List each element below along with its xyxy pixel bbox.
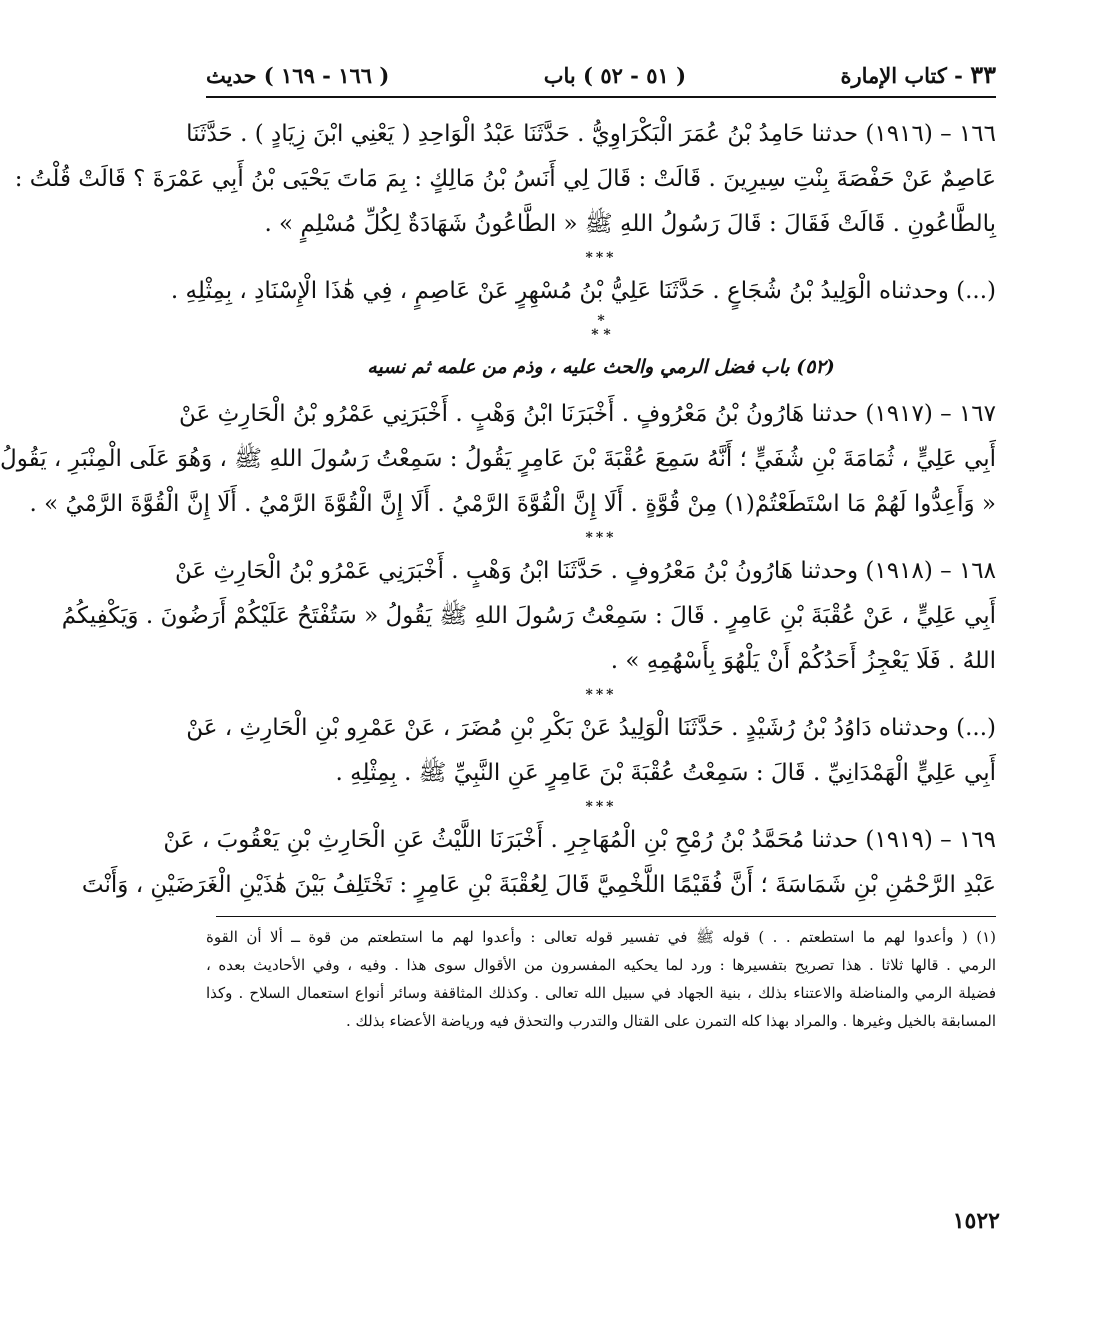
- footnote-divider: [216, 916, 996, 917]
- hadith-167: [0, 392, 996, 527]
- separator-stars: ***: [585, 799, 617, 815]
- hadith-line: (...) وحدثناه الْوَلِيدُ بْنُ شُجَاعٍ . حَدَّثَنَا عَلِيُّ بْنُ مُسْهِرٍ عَنْ عَاصِمٍ ، فِي هَٰذَا الْإِسْنَادِ ، بِمِثْلِهِ .: [170, 278, 996, 304]
- hadith-166: [14, 112, 996, 247]
- hadith-line: ١٦٨ – (١٩١٨) وحدثنا هَارُونُ بْنُ مَعْرُوفٍ . حَدَّثَنَا ابْنُ وَهْبٍ . أَخْبَرَنِي عَمْرُو بْنُ الْحَارِثِ عَنْ: [174, 558, 996, 584]
- hadith-168-alt-chain: [186, 706, 996, 796]
- hadith-line: أَبِي عَلِيٍّ الْهَمْدَانِيِّ . قَالَ : سَمِعْتُ عُقْبَةَ بْنَ عَامِرٍ عَنِ النَّبِيِّ ﷺ . بِمِثْلِهِ .: [335, 760, 996, 786]
- hadith-line: أَبِي عَلِيٍّ ، عَنْ عُقْبَةَ بْنِ عَامِرٍ . قَالَ : سَمِعْتُ رَسُولَ اللهِ ﷺ يَقُولُ « سَتُفْتَحُ عَلَيْكُمْ أَرَضُونَ . وَيَكْفِيكُمُ: [61, 603, 996, 629]
- hadith-line: عَبْدِ الرَّحْمَٰنِ بْنِ شَمَاسَةَ ؛ أَنَّ فُقَيْمًا اللَّخْمِيَّ قَالَ لِعُقْبَةَ بْنِ عَامِرٍ : تَخْتَلِفُ بَيْنَ هَٰذَيْنِ الْغَرَضَيْنِ ، وَأَنْتَ: [81, 872, 996, 898]
- footnote: [206, 923, 996, 1035]
- hadith-line: (...) وحدثناه دَاوُدُ بْنُ رُشَيْدٍ . حَدَّثَنَا الْوَلِيدُ عَنْ بَكْرِ بْنِ مُضَرَ ، عَنْ عَمْرِو بْنِ الْحَارِثِ ، عَنْ: [186, 715, 996, 741]
- footnote-line: (١) ( وأعدوا لهم ما استطعتم . . ) قوله ﷺ في تفسير قوله تعالى : وأعدوا لهم ما استطعتم من قوة ــ ألا أن القوة: [206, 928, 996, 946]
- footnote-line: فضيلة الرمي والمناضلة والاعتناء بذلك ، بنية الجهاد في سبيل الله تعالى . وكذلك المثاقفة وسائر أنواع استعمال السلاح . وكذا: [206, 984, 996, 1002]
- hadith-166-alt-chain: [170, 269, 996, 314]
- hadith-line: ١٦٩ – (١٩١٩) حدثنا مُحَمَّدُ بْنُ رُمْحِ بْنِ الْمُهَاجِرِ . أَخْبَرَنَا اللَّيْثُ عَنِ الْحَارِثِ بْنِ يَعْقُوبَ ، عَنْ: [163, 827, 996, 853]
- header-book-title: - كتاب الإمارة: [840, 63, 963, 88]
- page-number: ١٥٢٢: [952, 1208, 1000, 1234]
- footnote-line: الرمي . قالها ثلاثا . هذا تصريح بتفسيرها : ورد لما يحكيه المفسرون من الأقوال سوى هذا . وفيه ، وفي الأحاديث بعده ،: [206, 956, 996, 974]
- hadith-line: اللهُ . فَلَا يَعْجِزُ أَحَدُكُمْ أَنْ يَلْهُوَ بِأَسْهُمِهِ » .: [610, 648, 996, 674]
- header-hadith-range: ( ١٦٦ - ١٦٩ ) حديث: [206, 63, 390, 88]
- separator-stars: ***: [585, 250, 617, 266]
- separator-stars: ***: [585, 530, 617, 546]
- header-chapters: ( ٥١ - ٥٢ ) باب: [543, 63, 687, 88]
- hadith-line: عَاصِمٌ عَنْ حَفْصَةَ بِنْتِ سِيرِينَ . قَالَتْ : قَالَ لِي أَنَسُ بْنُ مَالِكٍ : بِمَ مَاتَ يَحْيَى بْنُ أَبِي عَمْرَةَ ؟ قَالَتْ قُلْتُ :: [14, 166, 996, 192]
- book-page: [0, 60, 996, 1035]
- header-book: [840, 60, 996, 89]
- hadith-line: أَبِي عَلِيٍّ ، ثُمَامَةَ بْنِ شُفَيٍّ ؛ أَنَّهُ سَمِعَ عُقْبَةَ بْنَ عَامِرٍ يَقُولُ : سَمِعْتُ رَسُولَ اللهِ ﷺ ، وَهُوَ عَلَى الْمِنْبَرِ ، يَقُولُ: [0, 446, 996, 472]
- chapter-heading: (٥٢) باب فضل الرمي والحث عليه ، وذم من علمه ثم نسيه: [367, 356, 835, 378]
- hadith-line: ١٦٧ – (١٩١٧) حدثنا هَارُونُ بْنُ مَعْرُوفٍ . أَخْبَرَنَا ابْنُ وَهْبٍ . أَخْبَرَنِي عَمْرُو بْنُ الْحَارِثِ عَنْ: [179, 401, 996, 427]
- separator-stars: * * *: [591, 313, 611, 343]
- header-chapter-number: ٣٣: [970, 60, 996, 89]
- hadith-169: [81, 818, 996, 908]
- separator-stars: ***: [585, 687, 617, 703]
- hadith-line: ١٦٦ – (١٩١٦) حدثنا حَامِدُ بْنُ عُمَرَ الْبَكْرَاوِيُّ . حَدَّثَنَا عَبْدُ الْوَاحِدِ ( يَعْنِي ابْنَ زِيَادٍ ) . حَدَّثَنَا: [186, 121, 996, 147]
- hadith-168: [61, 549, 996, 684]
- hadith-line: « وَأَعِدُّوا لَهُمْ مَا اسْتَطَعْتُمْ(١) مِنْ قُوَّةٍ . أَلَا إِنَّ الْقُوَّةَ الرَّمْيُ . أَلَا إِنَّ الْقُوَّةَ الرَّمْيُ . أَلَا إِنَّ الْقُوَّةَ الرَّمْيُ » .: [29, 491, 996, 517]
- running-header: [206, 60, 996, 94]
- hadith-line: بِالطَّاعُونِ . قَالَتْ فَقَالَ : قَالَ رَسُولُ اللهِ ﷺ « الطَّاعُونُ شَهَادَةٌ لِكُلِّ مُسْلِمٍ » .: [264, 211, 996, 237]
- footnote-line: المسابقة بالخيل وغيرها . والمراد بهذا كله التمرن على القتال والتدرب والتحذق فيه ورياضة الأعضاء بذلك .: [345, 1012, 996, 1030]
